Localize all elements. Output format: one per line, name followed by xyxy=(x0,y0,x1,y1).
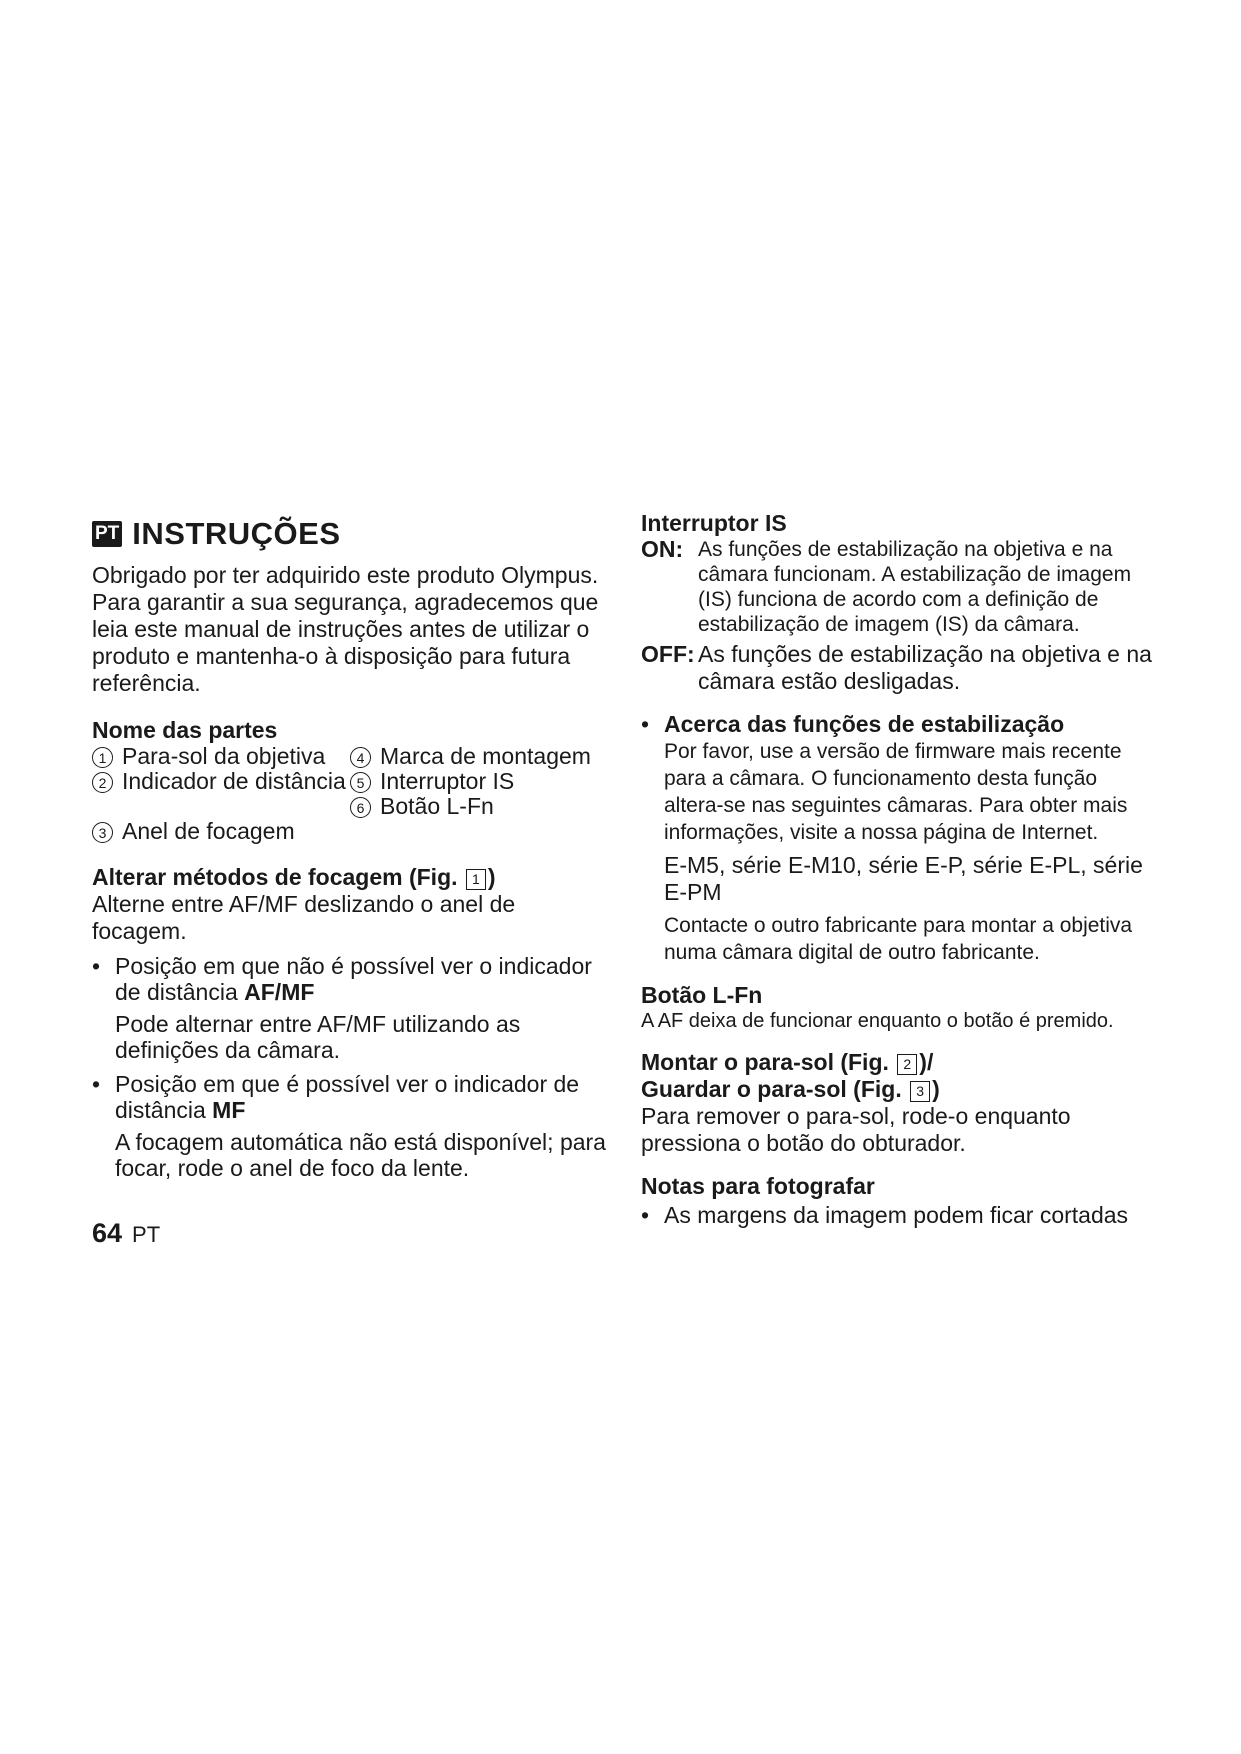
part-number-4: 4 xyxy=(350,747,371,768)
notes-bullet-text: As margens da imagem podem ficar cortadas xyxy=(664,1202,1129,1228)
part-item-2 xyxy=(92,769,350,794)
hood-text: Para remover o para-sol, rode-o enquanto pressiona o botão do obturador. xyxy=(641,1103,1071,1156)
hood-heading-mount-text: Montar o para-sol (Fig. xyxy=(641,1049,896,1075)
lfn-text: A AF deixa de funcionar enquanto o botão é premido. xyxy=(641,1010,1114,1032)
hood-heading-mount-close: )/ xyxy=(919,1049,934,1075)
part-item-6 xyxy=(350,794,612,819)
is-on-text: As funções de estabilização na objetiva e na câmara funcionam. A estabilização de imagem (IS) funciona de acordo com a definição de estabilização de imagem (IS) da câmara. xyxy=(698,538,1132,636)
page-language: PT xyxy=(132,1222,161,1247)
page-title: INSTRUÇÕES xyxy=(132,516,341,551)
notes-bullet xyxy=(641,1202,1161,1228)
part-number-6: 6 xyxy=(350,797,371,818)
stabilization-contact: Contacte o outro fabricante para montar a objetiva numa câmara digital de outro fabricante. xyxy=(664,914,1133,964)
stabilization-cameras: E-M5, série E-M10, série E-P, série E-PL, série E-PM xyxy=(664,852,1143,905)
focus-bullet-2 xyxy=(92,1071,612,1181)
is-on-row xyxy=(641,537,1161,637)
focus-bullet-2-text: Posição em que é possível ver o indicador de distância xyxy=(115,1071,580,1123)
page-number: 64 xyxy=(92,1218,123,1248)
stabilization-section xyxy=(641,711,1161,966)
figure-2-icon: 2 xyxy=(897,1054,917,1075)
stabilization-bullet xyxy=(641,711,1161,966)
is-off-text: As funções de estabilização na objetiva e na câmara estão desligadas. xyxy=(698,641,1152,694)
part-item-5 xyxy=(350,769,612,794)
part-number-3: 3 xyxy=(92,822,113,843)
language-badge: PT xyxy=(92,521,122,547)
hood-heading-store-close: ) xyxy=(932,1076,940,1102)
focus-bullet-1-sub: Pode alternar entre AF/MF utilizando as definições da câmara. xyxy=(115,1011,521,1063)
is-switch-heading: Interruptor IS xyxy=(641,510,787,536)
is-on-key: ON: xyxy=(641,536,684,562)
notes-heading: Notas para fotografar xyxy=(641,1173,875,1199)
bullet-dot: • xyxy=(641,1202,650,1228)
stabilization-text: Por favor, use a versão de firmware mais recente para a câmara. O funcionamento desta função altera-se nas seguintes câmaras. Para obter mais informações, visite a nossa página de Internet. xyxy=(664,740,1128,844)
focus-text: Alterne entre AF/MF deslizando o anel de focagem. xyxy=(92,891,516,944)
bullet-dot: • xyxy=(92,953,101,979)
focus-bullet-1-mode: AF/MF xyxy=(244,979,315,1005)
focus-bullet-2-sub: A focagem automática não está disponível; para focar, rode o anel de foco da lente. xyxy=(115,1129,606,1181)
parts-list xyxy=(92,744,612,844)
notes-section xyxy=(641,1173,1161,1228)
part-item-1 xyxy=(92,744,350,769)
bullet-dot: • xyxy=(641,711,650,737)
intro-text: Obrigado por ter adquirido este produto Olympus. Para garantir a sua segurança, agradecemos que leia este manual de instruções antes de utilizar o produto e mantenha-o à disposição para futura referência. xyxy=(92,562,599,696)
lfn-heading: Botão L-Fn xyxy=(641,982,763,1008)
part-label-2: Indicador de distância xyxy=(122,768,346,794)
part-number-1: 1 xyxy=(92,747,113,768)
focus-heading-text: Alterar métodos de focagem (Fig. xyxy=(92,864,464,890)
part-label-4: Marca de montagem xyxy=(380,743,591,769)
hood-heading-store xyxy=(641,1076,1161,1103)
part-number-5: 5 xyxy=(350,772,371,793)
hood-section xyxy=(641,1049,1161,1157)
parts-heading: Nome das partes xyxy=(92,717,278,743)
part-label-1: Para-sol da objetiva xyxy=(122,743,326,769)
figure-3-icon: 3 xyxy=(910,1081,930,1102)
title-row xyxy=(92,510,612,558)
figure-1-icon: 1 xyxy=(466,869,486,890)
is-switch-section xyxy=(641,510,1161,695)
bullet-dot: • xyxy=(92,1071,101,1097)
part-number-2: 2 xyxy=(92,772,113,793)
left-column xyxy=(92,510,612,1197)
part-label-5: Interruptor IS xyxy=(380,768,515,794)
lfn-section xyxy=(641,982,1161,1033)
hood-heading-mount xyxy=(641,1049,1161,1076)
part-item-3 xyxy=(92,819,612,844)
is-off-key: OFF: xyxy=(641,641,695,667)
focus-heading-close: ) xyxy=(487,864,496,890)
focus-section xyxy=(92,864,612,1181)
part-label-3: Anel de focagem xyxy=(122,818,295,844)
part-item-4 xyxy=(350,744,612,769)
focus-bullet-1 xyxy=(92,953,612,1063)
part-item-placeholder xyxy=(92,794,350,819)
hood-heading-store-text: Guardar o para-sol (Fig. xyxy=(641,1076,909,1102)
focus-bullet-1-text: Posição em que não é possível ver o indicador de distância xyxy=(115,953,592,1005)
is-off-row xyxy=(641,641,1161,695)
focus-heading xyxy=(92,864,612,891)
part-label-6: Botão L-Fn xyxy=(380,793,494,819)
right-column xyxy=(641,510,1161,1244)
focus-bullet-2-mode: MF xyxy=(212,1097,246,1123)
page-footer xyxy=(92,1218,160,1249)
stabilization-heading: Acerca das funções de estabilização xyxy=(664,711,1065,737)
